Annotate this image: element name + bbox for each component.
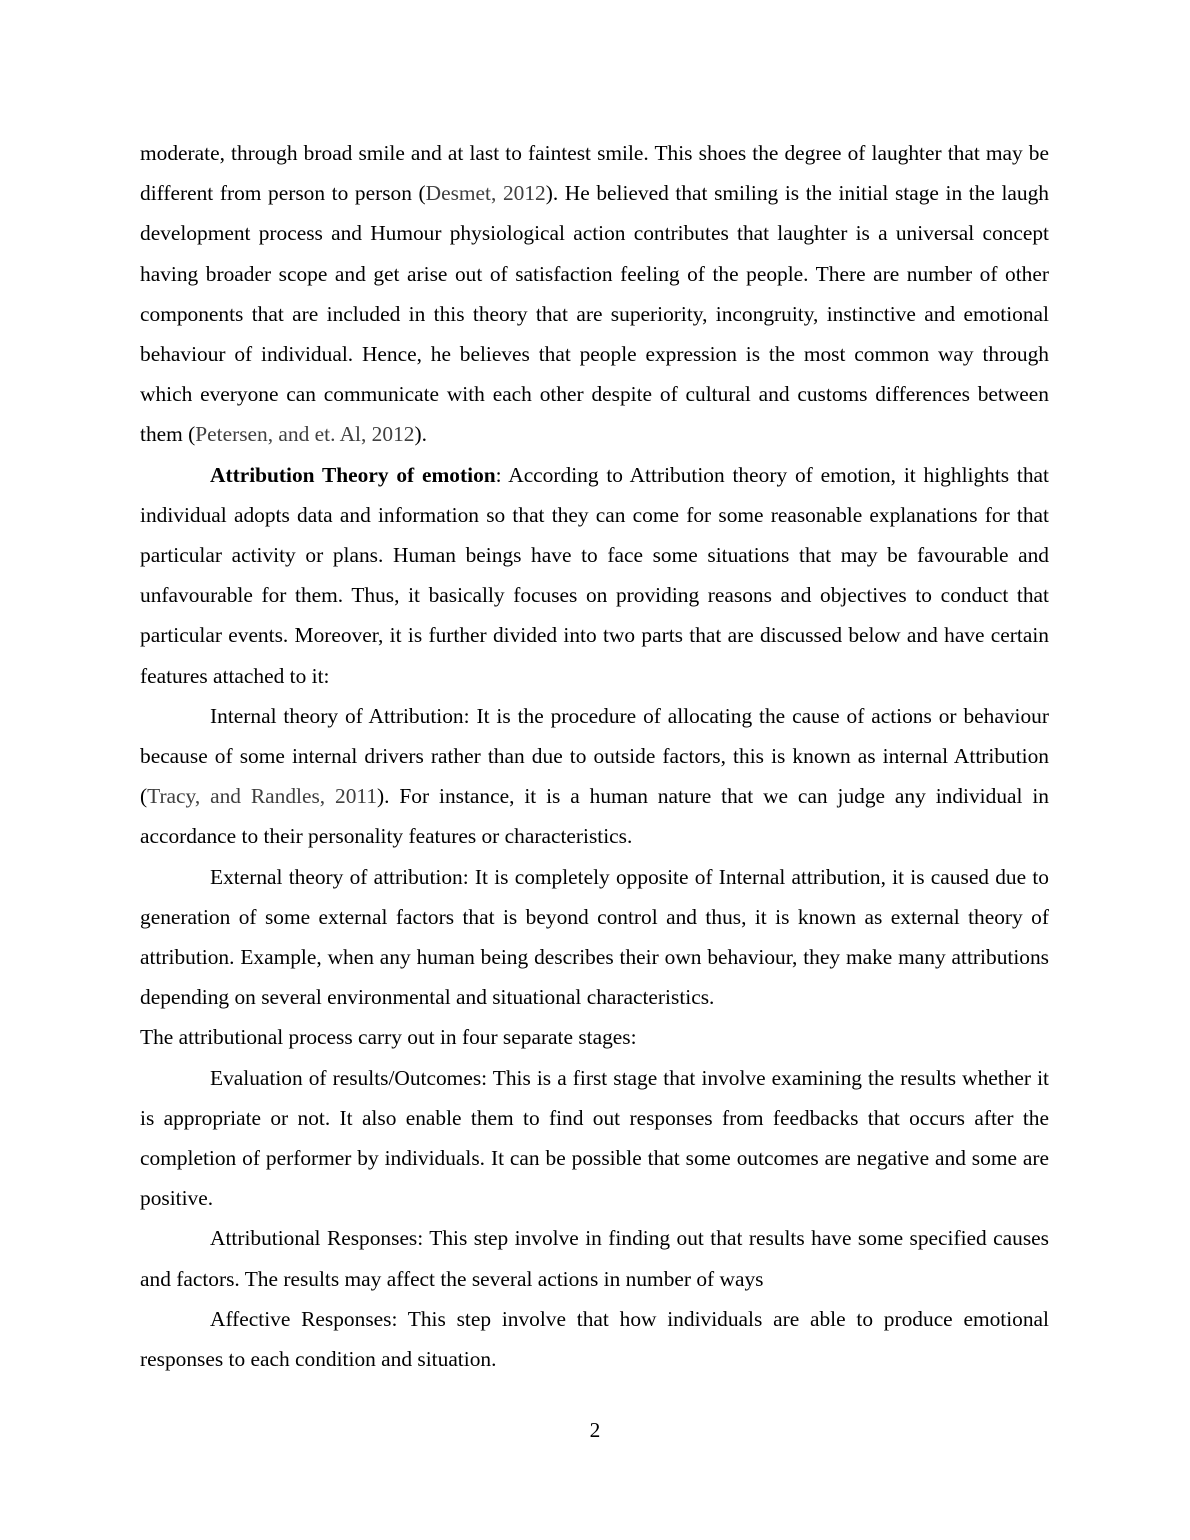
citation-tracy-randles-2011: Tracy, and Randles, 2011 xyxy=(147,784,378,809)
paragraph-evaluation-of-results xyxy=(140,1058,1049,1219)
text-segment: ). He believed that smiling is the initial stage in the laugh development process and Humour physiological action contributes that laughter is a universal concept having broader scope and get arise out of satisfaction feeling of the people. There are number of other components that are included in this theory that are superiority, incongruity, instinctive and emotional behaviour of individual. Hence, he believes that people expression is the most common way through which everyone can communicate with each other despite of cultural and customs differences between them ( xyxy=(140,181,1050,447)
paragraph-attribution-theory xyxy=(140,455,1049,696)
text-segment: Affective Responses: This step involve that how individuals are able to produce emotional responses to each condition and situation. xyxy=(140,1306,1049,1372)
paragraph-external-attribution xyxy=(140,857,1049,1018)
text-segment: External theory of attribution: It is completely opposite of Internal attribution, it is caused due to generation of some external factors that is beyond control and thus, it is known as external theory of attribution. Example, when any human being describes their own behaviour, they make many attributions depending on several environmental and situational characteristics. xyxy=(140,864,1049,1010)
text-segment: Internal theory of Attribution: It is the procedure of allocating the cause of actions or behaviour because of some internal drivers rather than due to outside factors, this is known as internal Attribution ( xyxy=(140,703,1049,809)
paragraph-attributional-responses xyxy=(140,1218,1049,1298)
document-page xyxy=(140,133,1049,1379)
text-segment: The attributional process carry out in four separate stages: xyxy=(140,1025,637,1050)
text-segment: moderate, through broad smile and at last to faintest smile. This shoes the degree of laughter that may be different from person to person ( xyxy=(140,141,1049,206)
text-segment: Evaluation of results/Outcomes: This is a first stage that involve examining the results whether it is appropriate or not. It also enable them to find out responses from feedbacks that occurs after the completion of performer by individuals. It can be possible that some outcomes are negative and some are positive. xyxy=(140,1065,1049,1211)
citation-petersen-2012: Petersen, and et. Al, 2012 xyxy=(195,422,415,447)
paragraph-attributional-process xyxy=(140,1017,1049,1057)
section-heading-attribution-theory: Attribution Theory of emotion xyxy=(210,462,496,487)
text-segment: : According to Attribution theory of emotion, it highlights that individual adopts data and information so that they can come for some reasonable explanations for that particular activity or plans. Human beings have to face some situations that may be favourable and unfavourable for them. Thus, it basically focuses on providing reasons and objectives to conduct that particular events. Moreover, it is further divided into two parts that are discussed below and have certain features attached to it: xyxy=(140,462,1049,688)
paragraph-laughter-theory xyxy=(140,133,1049,455)
text-segment: ). For instance, it is a human nature that we can judge any individual in accordance to their personality features or characteristics. xyxy=(140,784,1049,849)
page-number: 2 xyxy=(589,1418,601,1442)
text-segment: Attributional Responses: This step involve in finding out that results have some specified causes and factors. The results may affect the several actions in number of ways xyxy=(140,1226,1049,1291)
text-segment: ). xyxy=(414,422,427,447)
citation-desmet-2012: Desmet, 2012 xyxy=(425,181,546,206)
paragraph-internal-attribution xyxy=(140,696,1049,857)
paragraph-affective-responses xyxy=(140,1299,1049,1379)
